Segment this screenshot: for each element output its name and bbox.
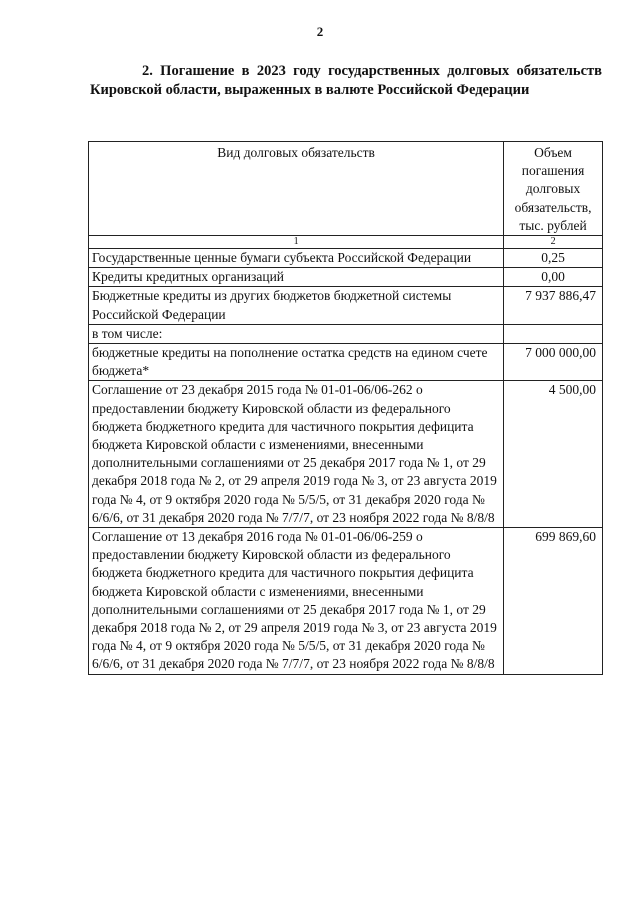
row-name: Соглашение от 13 декабря 2016 года № 01-01-06/06-259 о предоставлении бюджету Кировской области из федерального бюджета бюджетного кредита для частичного покрытия дефицита бюджета Кировской области с изменениями, внесенными дополнительными соглашениями от 25 декабря 2017 года № 1, от 29 декабря 2018 года № 2, от 29 апреля 2019 года № 3, от 23 августа 2019 года № 4, от 9 октября 2020 года № 5/5/5, от 31 декабря 2020 года № 6/6/6, от 31 декабря 2020 года № 7/7/7, от 23 ноября 2022 года № 8/8/8 (89, 528, 504, 675)
row-value: 0,00 (504, 268, 603, 287)
section-heading: 2. Погашение в 2023 году государственных долговых обязательств Кировской области, выраженных в валюте Российской Федерации (90, 63, 602, 98)
column-number-1: 1 (89, 236, 504, 249)
table-row (89, 344, 603, 381)
table-row (89, 528, 603, 675)
column-header-repayment-volume: Объем погашения долговых обязательств, тыс. рублей (504, 142, 603, 236)
row-value (504, 324, 603, 343)
table-row (89, 268, 603, 287)
row-name: Государственные ценные бумаги субъекта Российской Федерации (89, 249, 504, 268)
row-name: в том числе: (89, 324, 504, 343)
row-value: 7 000 000,00 (504, 344, 603, 381)
table-row (89, 287, 603, 324)
row-value: 7 937 886,47 (504, 287, 603, 324)
row-name: Бюджетные кредиты из других бюджетов бюджетной системы Российской Федерации (89, 287, 504, 324)
column-header-debt-type: Вид долговых обязательств (89, 142, 504, 236)
row-name: Кредиты кредитных организаций (89, 268, 504, 287)
table-row (89, 249, 603, 268)
column-number-2: 2 (504, 236, 603, 249)
row-name: бюджетные кредиты на пополнение остатка средств на едином счете бюджета* (89, 344, 504, 381)
table-row (89, 381, 603, 528)
column-number-row (89, 236, 603, 249)
table-header-row (89, 142, 603, 236)
row-value: 699 869,60 (504, 528, 603, 675)
page-number: 2 (316, 24, 324, 39)
table-row (89, 324, 603, 343)
row-value: 4 500,00 (504, 381, 603, 528)
row-name: Соглашение от 23 декабря 2015 года № 01-01-06/06-262 о предоставлении бюджету Кировской области из федерального бюджета бюджетного кредита для частичного покрытия дефицита бюджета Кировской области с изменениями, внесенными дополнительными соглашениями от 25 декабря 2017 года № 1, от 29 декабря 2018 года № 2, от 29 апреля 2019 года № 3, от 23 августа 2019 года № 4, от 9 октября 2020 года № 5/5/5, от 31 декабря 2020 года № 6/6/6, от 31 декабря 2020 года № 7/7/7, от 23 ноября 2022 года № 8/8/8 (89, 381, 504, 528)
debt-repayment-table (88, 141, 603, 675)
row-value: 0,25 (504, 249, 603, 268)
